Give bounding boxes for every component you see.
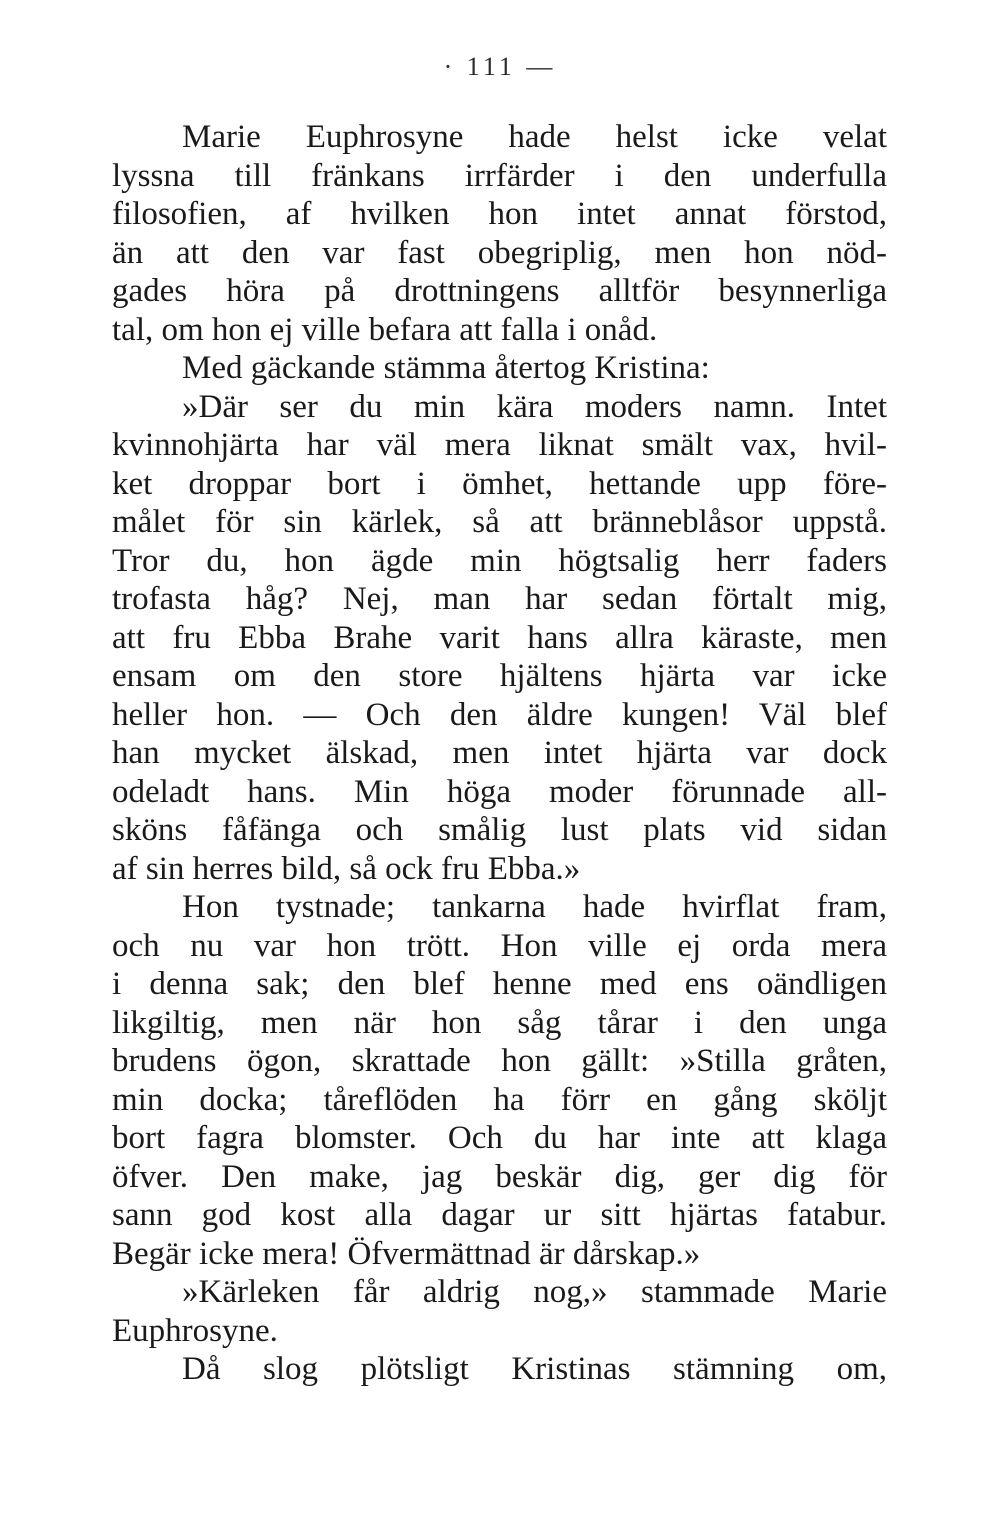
- text-line: tal, om hon ej ville befara att falla i onåd.: [112, 311, 658, 348]
- page-number: · 111 —: [443, 52, 557, 81]
- text-line: Då slog plötsligt Kristinas stämning om,: [182, 1351, 887, 1387]
- text-line: likgiltig, men när hon såg tårar i den unga: [112, 1004, 887, 1041]
- text-line: filosofien, af hvilken hon intet annat förstod,: [112, 196, 887, 232]
- text-line: målet för sin kärlek, så att bränneblåsor uppstå.: [112, 504, 887, 540]
- body-text: [112, 118, 887, 1389]
- text-line: och nu var hon trött. Hon ville ej orda mera: [112, 927, 887, 964]
- text-line: Begär icke mera! Öfvermättnad är dårskap.»: [112, 1235, 701, 1272]
- text-line: heller hon. — Och den äldre kungen! Väl blef: [112, 696, 887, 733]
- text-line: sann god kost alla dagar ur sitt hjärtas fatabur.: [112, 1197, 887, 1233]
- text-line: Marie Euphrosyne hade helst icke velat: [182, 119, 887, 155]
- text-line: ket droppar bort i ömhet, hettande upp före-: [112, 465, 887, 502]
- text-line: brudens ögon, skrattade hon gällt: »Stilla gråten,: [112, 1043, 887, 1079]
- text-line: han mycket älskad, men intet hjärta var dock: [112, 735, 887, 771]
- text-line: Tror du, hon ägde min högtsalig herr faders: [112, 542, 887, 579]
- text-line: »Kärleken får aldrig nog,» stammade Marie: [182, 1274, 887, 1310]
- text-line: Euphrosyne.: [112, 1312, 278, 1349]
- text-line: af sin herres bild, så ock fru Ebba.»: [112, 850, 581, 887]
- text-line: kvinnohjärta har väl mera liknat smält vax, hvil-: [112, 427, 887, 463]
- text-line: »Där ser du min kära moders namn. Intet: [182, 388, 887, 425]
- text-line: lyssna till fränkans irrfärder i den underfulla: [112, 157, 887, 194]
- text-line: trofasta håg? Nej, man har sedan förtalt mig,: [112, 581, 887, 617]
- text-line: bort fagra blomster. Och du har inte att klaga: [112, 1120, 887, 1156]
- text-line: ensam om den store hjältens hjärta var icke: [112, 658, 887, 694]
- text-line: än att den var fast obegriplig, men hon nöd-: [112, 234, 887, 271]
- text-line: i denna sak; den blef henne med ens oändligen: [112, 966, 887, 1002]
- text-line: min docka; tåreflöden ha förr en gång sköljt: [112, 1081, 887, 1118]
- text-line: Med gäckande stämma återtog Kristina:: [182, 350, 710, 386]
- text-line: gades höra på drottningens alltför besynnerliga: [112, 273, 887, 309]
- text-line: Hon tystnade; tankarna hade hvirflat fram,: [182, 889, 887, 925]
- text-line: att fru Ebba Brahe varit hans allra käraste, men: [112, 619, 887, 656]
- text-line: öfver. Den make, jag beskär dig, ger dig för: [112, 1158, 887, 1195]
- text-line: odeladt hans. Min höga moder förunnade all-: [112, 773, 887, 810]
- text-line: sköns fåfänga och smålig lust plats vid sidan: [112, 812, 887, 848]
